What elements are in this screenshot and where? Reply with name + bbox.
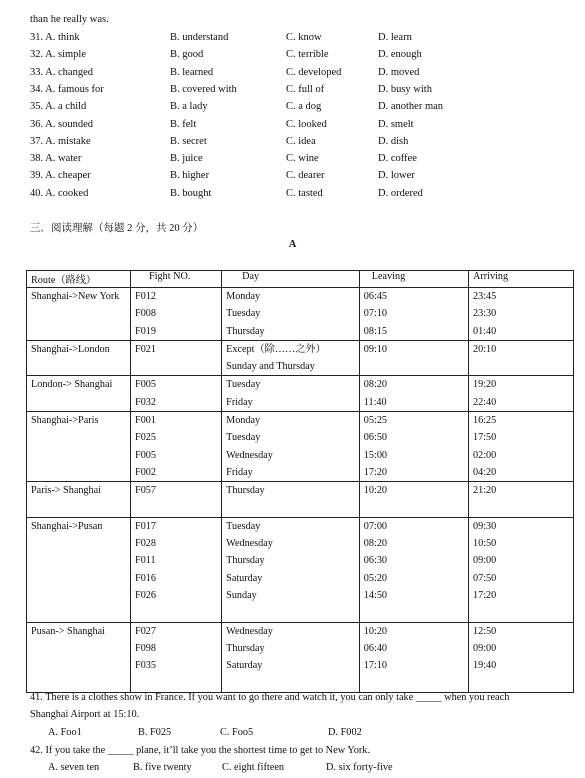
day-cell [222,517,360,622]
arriving-cell-line: 04:20 [473,466,497,478]
day-cell [222,376,360,412]
day-cell [222,288,360,341]
leaving-cell-line: 06:40 [363,642,388,654]
route-cell-line: Shanghai->Paris [31,415,99,427]
route-cell [27,340,131,376]
cloze-option-b: B. secret [170,135,207,147]
flight-no-cell [131,412,222,482]
cloze-option-d: D. another man [378,101,444,113]
cloze-option-c: C. terrible [286,49,329,61]
cloze-option-b: B. understand [170,32,229,43]
cloze-option-a: 35. A. a child [30,101,87,113]
question-41-option-a: A. Foo1 [48,727,82,738]
day-cell-line: Thursday [226,325,265,337]
leaving-cell-line: 10:20 [363,625,388,637]
question-42-option-c: C. eight fifteen [222,762,285,773]
day-cell-line: Monday [226,291,261,302]
leaving-cell-line: 08:20 [363,538,388,550]
cloze-option-c: C. tasted [286,187,323,199]
leaving-cell-line: 11:40 [363,396,387,408]
cloze-option-b: B. higher [170,170,210,182]
cloze-option-c: C. full of [286,83,325,95]
arriving-cell-line: 02:00 [473,449,497,461]
question-42-option-b: B. five twenty [133,762,192,773]
cloze-option-a: 31. A. think [30,32,80,43]
question-41-option-d: D. F002 [328,727,362,738]
cloze-option-a: 38. A. water [30,153,82,165]
cloze-option-b: B. juice [170,153,203,165]
flight-no-cell-line: F005 [135,379,156,391]
day-cell-line: Wednesday [226,538,273,550]
day-cell [222,412,360,482]
flight-no-cell-line: F057 [135,485,156,497]
arriving-cell-line: 10:50 [473,538,497,550]
day-cell-line: Friday [226,396,253,408]
flight-no-cell [131,288,222,341]
leaving-cell [359,517,468,622]
flight-no-cell [131,482,222,518]
route-cell-line: London-> Shanghai [31,379,113,391]
route-cell [27,517,131,622]
cloze-option-b: B. good [170,49,204,61]
lead-text: than he really was. [30,14,109,25]
leaving-cell-line: 17:20 [363,466,388,478]
cloze-option-d: D. enough [378,49,422,61]
arriving-cell-line: 07:50 [473,572,497,584]
leaving-cell [359,288,468,341]
table-row [27,482,574,518]
cloze-option-a: 36. A. sounded [30,118,93,130]
table-row [27,288,574,341]
header-leaving: Leaving [359,271,468,288]
leaving-cell-line: 08:15 [363,325,388,337]
cloze-option-a: 40. A. cooked [30,187,89,199]
cloze-option-b: B. a lady [170,101,208,113]
day-cell-line: Friday [226,466,253,478]
question-41-option-b: B. F025 [138,727,172,738]
cloze-option-d: D. lower [378,170,415,182]
leaving-cell-line: 09:10 [363,343,388,355]
question-41-option-c: C. Foo5 [220,727,254,738]
leaving-cell [359,412,468,482]
leaving-cell-line: 14:50 [363,590,388,602]
day-cell-line: Except（除……之外） [226,343,326,355]
cloze-option-c: C. looked [286,118,327,130]
route-cell-line: Shanghai->New York [31,291,120,302]
cloze-option-a: 33. A. changed [30,66,93,78]
table-row [27,412,574,482]
passage-label: A [288,239,297,250]
leaving-cell-line: 06:45 [363,291,388,302]
flight-no-cell-line: F026 [135,590,156,602]
arriving-cell-line: 23:30 [473,308,497,320]
flight-no-cell-line: F035 [135,660,156,672]
arriving-cell [469,376,574,412]
leaving-cell [359,482,468,518]
day-cell [222,482,360,518]
day-cell-line: Monday [226,415,261,427]
table-row [27,340,574,376]
arriving-cell [469,288,574,341]
flight-no-cell-line: F021 [135,343,156,355]
section-title: 三．阅读理解（每题 2 分，共 20 分） [30,223,204,234]
leaving-cell-line: 17:10 [363,660,388,672]
flight-no-cell-line: F012 [135,291,156,302]
route-cell-line: Shanghai->Pusan [31,520,103,532]
route-cell-line: Shanghai->London [31,343,110,355]
flight-no-cell-line: F032 [135,396,156,408]
table-row [27,376,574,412]
cloze-option-b: B. bought [170,187,212,199]
arriving-cell-line: 20:10 [473,343,497,355]
flight-no-cell-line: F027 [135,625,156,637]
leaving-cell [359,376,468,412]
flight-no-cell-line: F028 [135,538,156,550]
cloze-option-b: B. learned [170,66,214,78]
cloze-option-d: D. learn [378,32,412,43]
leaving-cell [359,340,468,376]
cloze-option-d: D. coffee [378,153,417,165]
day-cell-line: Saturday [226,572,263,584]
flight-no-cell-line: F098 [135,642,156,654]
route-cell-line: Pusan-> Shanghai [31,625,105,637]
day-cell-line: Thursday [226,485,265,497]
flight-no-cell [131,376,222,412]
arriving-cell-line: 21:20 [473,485,497,497]
flight-no-cell-line: F017 [135,520,156,532]
cloze-option-a: 37. A. mistake [30,135,91,147]
route-cell [27,482,131,518]
arriving-cell-line: 22:40 [473,396,497,408]
leaving-cell-line: 15:00 [363,449,388,461]
table-header-row [27,271,574,288]
header-flight: Fight NO. [131,271,222,288]
route-cell [27,412,131,482]
flight-no-cell-line: F002 [135,466,156,478]
day-cell-line: Sunday [226,590,257,602]
day-cell-line: Tuesday [226,520,261,532]
arriving-cell [469,340,574,376]
flight-table [26,270,574,693]
arriving-cell-line: 09:30 [473,520,497,532]
flight-no-cell-line: F001 [135,415,156,427]
question-42-option-d: D. six forty-five [326,762,393,773]
cloze-option-d: D. dish [378,135,409,147]
question-42-option-a: A. seven ten [48,762,100,773]
arriving-cell-line: 17:50 [473,432,497,444]
cloze-option-c: C. developed [286,66,342,78]
cloze-option-d: D. moved [378,66,420,78]
cloze-option-b: B. covered with [170,83,237,95]
header-route: Route（路线） [27,271,131,288]
leaving-cell-line: 07:10 [363,308,388,320]
flight-no-cell-line: F025 [135,432,156,444]
cloze-option-d: D. ordered [378,187,423,199]
day-cell [222,340,360,376]
day-cell [222,622,360,692]
arriving-cell-line: 23:45 [473,291,497,302]
arriving-cell-line: 16:25 [473,415,497,427]
flight-no-cell-line: F011 [135,555,156,567]
day-cell-line: Wednesday [226,625,273,637]
arriving-cell [469,622,574,692]
leaving-cell-line: 05:25 [363,415,388,427]
day-cell-line: Saturday [226,660,263,672]
arriving-cell-line: 12:50 [473,625,497,637]
leaving-cell [359,622,468,692]
cloze-option-a: 32. A. simple [30,49,87,61]
table-row [27,517,574,622]
day-cell-line: Sunday and Thursday [226,361,315,373]
flight-no-cell-line: F016 [135,572,156,584]
day-cell-line: Tuesday [226,379,261,391]
cloze-option-c: C. dearer [286,170,325,182]
flight-no-cell [131,340,222,376]
leaving-cell-line: 05:20 [363,572,388,584]
leaving-cell-line: 06:30 [363,555,388,567]
arriving-cell [469,412,574,482]
cloze-option-b: B. felt [170,118,197,130]
flight-no-cell-line: F005 [135,449,156,461]
table-row [27,622,574,692]
arriving-cell-line: 09:00 [473,555,497,567]
arriving-cell [469,482,574,518]
route-cell-line: Paris-> Shanghai [31,485,101,497]
cloze-option-d: D. busy with [378,83,432,95]
arriving-cell-line: 09:00 [473,642,497,654]
question-42-text: 42. If you take the _____ plane, it’ll take you the shortest time to get to New York. [30,745,371,756]
day-cell-line: Thursday [226,642,265,654]
arriving-cell-line: 17:20 [473,590,497,602]
route-cell [27,376,131,412]
day-cell-line: Thursday [226,555,265,567]
question-41-text-cont: Shanghai Airport at 15:10. [30,709,140,720]
leaving-cell-line: 07:00 [363,520,388,532]
arriving-cell-line: 19:40 [473,660,497,672]
cloze-option-d: D. smelt [378,118,414,130]
arriving-cell [469,517,574,622]
cloze-option-c: C. idea [286,135,316,147]
day-cell-line: Tuesday [226,308,261,320]
day-cell-line: Wednesday [226,449,273,461]
cloze-option-c: C. wine [286,153,319,165]
flight-no-cell-line: F019 [135,325,156,337]
cloze-option-a: 39. A. cheaper [30,170,91,182]
arriving-cell-line: 01:40 [473,325,497,337]
leaving-cell-line: 08:20 [363,379,388,391]
leaving-cell-line: 06:50 [363,432,388,444]
question-41-text: 41. There is a clothes show in France. If you want to go there and watch it, you can only take _____ when you reach [30,692,510,703]
route-cell [27,288,131,341]
flight-no-cell-line: F008 [135,308,156,320]
header-day: Day [222,271,360,288]
cloze-option-c: C. know [286,32,322,43]
header-arriving: Arriving [469,271,574,288]
flight-no-cell [131,622,222,692]
leaving-cell-line: 10:20 [363,485,388,497]
cloze-option-a: 34. A. famous for [30,83,104,95]
day-cell-line: Tuesday [226,432,261,444]
arriving-cell-line: 19:20 [473,379,497,391]
cloze-option-c: C. a dog [286,101,322,113]
flight-no-cell [131,517,222,622]
route-cell [27,622,131,692]
